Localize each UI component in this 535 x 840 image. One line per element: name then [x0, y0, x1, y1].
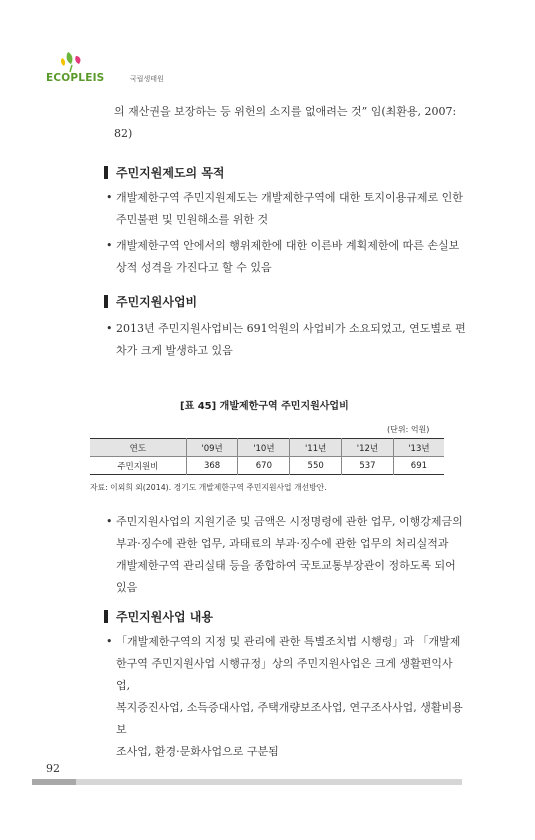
- footer-bar: [32, 779, 462, 785]
- bullet-icon: •: [106, 515, 113, 528]
- logo: [46, 50, 164, 90]
- table-row: [90, 457, 444, 475]
- table-header-cell: 연도: [90, 439, 186, 457]
- bullet-line: 주민불편 및 민원해소를 위한 것: [116, 213, 269, 226]
- table-source: 자료: 이외희 외(2014). 경기도 개발제한구역 주민지원사업 개선방안.: [90, 483, 327, 492]
- bullet-line: 상적 성격을 가진다고 할 수 있음: [116, 261, 272, 274]
- table-caption: [표 45] 개발제한구역 주민지원사업비: [180, 401, 349, 412]
- bullet-item: [106, 235, 466, 279]
- section-heading-text: 주민지원사업비: [116, 295, 198, 309]
- bullet-line: 주민지원사업의 지원기준 및 금액은 시정명령에 관한 업무, 이행강제금의: [116, 515, 463, 528]
- table-header-cell: '11년: [290, 439, 342, 457]
- table-cell: 주민지원비: [117, 461, 159, 472]
- bullet-line: 「개발제한구역의 지정 및 관리에 관한 특별조치법 시행령」과 「개발제: [116, 635, 461, 648]
- section-heading: [104, 164, 225, 181]
- intro-line: 82): [114, 127, 133, 140]
- heading-bar-icon: [104, 166, 108, 179]
- page-number: 92: [46, 762, 60, 775]
- table-cell: 670: [238, 457, 290, 475]
- heading-bar-icon: [104, 295, 108, 308]
- bullet-item: [106, 318, 466, 362]
- bullet-icon: •: [106, 191, 113, 204]
- bullet-line: 한구역 주민지원사업 시행규정」상의 주민지원사업은 크게 생활편익사업,: [116, 657, 453, 692]
- table-cell: 550: [290, 457, 342, 475]
- bullet-line: 부과·징수에 관한 업무, 과태료의 부과·징수에 관한 업무의 처리실적과: [116, 537, 449, 550]
- table-cell: 691: [393, 457, 444, 475]
- table-cell: 537: [342, 457, 394, 475]
- table-header-cell: '13년: [393, 439, 444, 457]
- bullet-item: [106, 631, 466, 763]
- footer-bar-accent: [32, 779, 76, 785]
- bullet-line: 개발제한구역 주민지원제도는 개발제한구역에 대한 토지이용규제로 인한: [116, 191, 463, 204]
- section-heading: [104, 608, 213, 625]
- bullet-line: 있음: [116, 581, 138, 594]
- intro-line: 의 재산권을 보장하는 등 위헌의 소지를 없애려는 것” 임(최환용, 2007:: [114, 105, 457, 118]
- bullet-line: 차가 크게 발생하고 있음: [116, 344, 233, 357]
- bullet-item: [106, 511, 466, 599]
- leaf-icon: [46, 50, 96, 90]
- table-header-cell: '10년: [238, 439, 290, 457]
- table-header-cell: '12년: [342, 439, 394, 457]
- logo-subtitle: 국립생태원: [130, 75, 164, 83]
- bullet-item: [106, 187, 466, 231]
- bullet-line: 복지증진사업, 소득증대사업, 주택개량보조사업, 연구조사사업, 생활비용보: [116, 701, 463, 736]
- bullet-icon: •: [106, 322, 113, 335]
- table-unit: (단위: 억원): [387, 425, 430, 434]
- bullet-line: 개발제한구역 안에서의 행위제한에 대한 이른바 계획제한에 따른 손실보: [116, 239, 460, 252]
- bullet-icon: •: [106, 239, 113, 252]
- heading-bar-icon: [104, 610, 108, 623]
- bullet-line: 2013년 주민지원사업비는 691억원의 사업비가 소요되었고, 연도별로 편: [116, 322, 466, 335]
- data-table: [90, 438, 444, 475]
- table-header-row: [90, 439, 444, 457]
- section-heading: [104, 293, 197, 310]
- logo-wordmark: ECOPLEIS: [46, 72, 105, 84]
- bullet-line: 조사업, 환경·문화사업으로 구분됨: [116, 745, 279, 758]
- bullet-icon: •: [106, 635, 113, 648]
- intro-paragraph: [114, 101, 464, 145]
- section-heading-text: 주민지원제도의 목적: [116, 166, 225, 180]
- section-heading-text: 주민지원사업 내용: [116, 610, 213, 624]
- table-cell: 368: [186, 457, 238, 475]
- bullet-line: 개발제한구역 관리실태 등을 종합하여 국토교통부장관이 정하도록 되어: [116, 559, 456, 572]
- table-header-cell: '09년: [186, 439, 238, 457]
